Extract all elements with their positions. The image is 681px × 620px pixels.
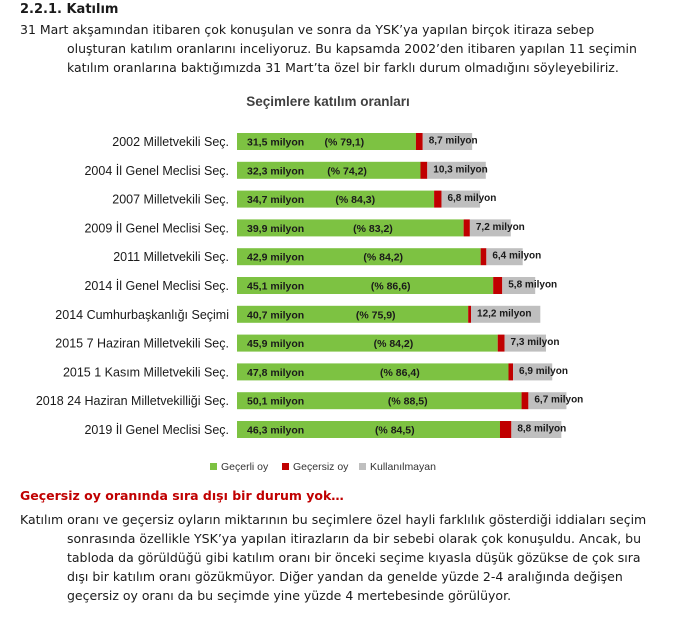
followup-subheading: Geçersiz oy oranında sıra dışı bir durum yok… bbox=[20, 488, 344, 503]
unused-value-label: 10,3 milyon bbox=[433, 164, 488, 176]
turnout-chart bbox=[0, 85, 681, 480]
unused-value-label: 6,9 milyon bbox=[519, 365, 568, 377]
intro-line-2: oluşturan katılım oranlarını inceliyoruz. Bu kapsamda 2002’den itibaren yapılan 11 seçimin bbox=[67, 41, 637, 56]
category-label: 2015 1 Kasım Milletvekili Seç. bbox=[62, 365, 229, 380]
category-label: 2002 Milletvekili Seç. bbox=[112, 135, 229, 149]
bar-invalid bbox=[416, 133, 423, 150]
valid-percent-label: (% 79,1) bbox=[324, 136, 365, 149]
unused-value-label: 6,7 milyon bbox=[534, 394, 584, 406]
valid-percent-label: (% 83,2) bbox=[353, 222, 393, 235]
unused-value-label: 8,7 milyon bbox=[428, 135, 478, 147]
followup-line-1: Katılım oranı ve geçersiz oyların miktarının bu seçimlere özel hayli farklılık gösterdiği iddiaları seçim bbox=[20, 512, 647, 527]
bar-invalid bbox=[434, 191, 441, 208]
followup-paragraph bbox=[20, 510, 675, 605]
followup-line-4: dışı bir katılım oranı gözükmüyor. Diğer yandan da genelde yüzde 2-4 aralığında değişen bbox=[67, 569, 623, 584]
bar-invalid bbox=[522, 392, 529, 409]
valid-percent-label: (% 74,2) bbox=[327, 165, 367, 178]
valid-value-label: 50,1 milyon bbox=[247, 395, 305, 408]
category-label: 2015 7 Haziran Milletvekili Seç. bbox=[55, 336, 229, 351]
category-label: 2011 Milletvekili Seç. bbox=[113, 250, 229, 265]
valid-value-label: 47,8 milyon bbox=[247, 366, 305, 379]
bar-invalid bbox=[493, 277, 502, 294]
bar-invalid bbox=[468, 306, 471, 323]
followup-line-5: geçersiz oy oranı da bu seçimde yine yüzde 4 mertebesinde görülüyor. bbox=[67, 588, 512, 603]
bar-invalid bbox=[464, 219, 470, 236]
bars-layer bbox=[36, 133, 583, 438]
valid-value-label: 42,9 milyon bbox=[247, 251, 305, 264]
bar-invalid bbox=[420, 162, 427, 179]
unused-value-label: 5,8 milyon bbox=[508, 279, 558, 291]
legend-label: Geçerli oy bbox=[221, 461, 269, 473]
unused-value-label: 8,8 milyon bbox=[517, 423, 567, 435]
intro-line-1: 31 Mart akşamından itibaren çok konuşulan ve sonra da YSK’ya yapılan birçok itiraza sebep bbox=[20, 22, 595, 37]
valid-percent-label: (% 86,4) bbox=[380, 366, 420, 379]
valid-value-label: 46,3 milyon bbox=[247, 424, 305, 437]
legend-swatch bbox=[210, 463, 217, 470]
valid-value-label: 45,9 milyon bbox=[247, 338, 305, 351]
valid-percent-label: (% 88,5) bbox=[387, 395, 428, 408]
category-label: 2014 Cumhurbaşkanlığı Seçimi bbox=[55, 307, 229, 322]
legend-swatch bbox=[359, 463, 366, 470]
unused-value-label: 6,4 milyon bbox=[492, 250, 542, 262]
category-label: 2007 Milletvekili Seç. bbox=[112, 192, 229, 207]
valid-percent-label: (% 84,2) bbox=[373, 338, 414, 351]
section-heading: 2.2.1. Katılım bbox=[20, 2, 119, 17]
bar-invalid bbox=[509, 363, 514, 380]
intro-line-3: katılım oranlarına baktığımızda 31 Mart’ta özel bir farklı durum olmadığını söyleyebiliriz. bbox=[67, 60, 619, 75]
valid-percent-label: (% 75,9) bbox=[355, 309, 396, 322]
valid-value-label: 31,5 milyon bbox=[247, 136, 305, 149]
unused-value-label: 7,2 milyon bbox=[475, 221, 525, 233]
valid-value-label: 39,9 milyon bbox=[247, 222, 305, 235]
bar-invalid bbox=[481, 248, 487, 265]
bar-invalid bbox=[500, 421, 511, 438]
valid-percent-label: (% 84,2) bbox=[363, 251, 404, 264]
valid-percent-label: (% 84,3) bbox=[335, 194, 376, 207]
legend-swatch bbox=[282, 463, 289, 470]
followup-line-2: sonrasında özellikle YSK’ya yapılan itirazların da bir sebebi olarak çok konuşuldu. Ancak, bu bbox=[67, 531, 642, 546]
valid-percent-label: (% 86,6) bbox=[370, 280, 411, 293]
category-label: 2019 İl Genel Meclisi Seç. bbox=[84, 423, 229, 437]
legend-label: Geçersiz oy bbox=[293, 461, 349, 473]
valid-value-label: 34,7 milyon bbox=[247, 194, 305, 207]
bar-invalid bbox=[498, 335, 505, 352]
chart-title: Seçimlere katılım oranları bbox=[246, 94, 410, 109]
valid-percent-label: (% 84,5) bbox=[374, 424, 415, 437]
category-label: 2018 24 Haziran Milletvekilliği Seç. bbox=[35, 394, 229, 409]
category-label: 2004 İl Genel Meclisi Seç. bbox=[84, 163, 229, 178]
valid-value-label: 45,1 milyon bbox=[247, 280, 305, 293]
unused-value-label: 12,2 milyon bbox=[477, 308, 532, 320]
unused-value-label: 6,8 milyon bbox=[447, 193, 497, 205]
valid-value-label: 40,7 milyon bbox=[247, 309, 305, 322]
valid-value-label: 32,3 milyon bbox=[247, 165, 305, 178]
legend-label: Kullanılmayan bbox=[370, 461, 436, 473]
category-label: 2014 İl Genel Meclisi Seç. bbox=[84, 279, 229, 293]
category-label: 2009 İl Genel Meclisi Seç. bbox=[84, 221, 229, 236]
intro-paragraph bbox=[20, 20, 675, 77]
unused-value-label: 7,3 milyon bbox=[510, 337, 560, 349]
followup-line-3: tabloda da görüldüğü gibi katılım oranı bir önceki seçime kıyasla düşük gözükse de çok sıra bbox=[67, 550, 641, 565]
chart-legend bbox=[210, 461, 436, 473]
